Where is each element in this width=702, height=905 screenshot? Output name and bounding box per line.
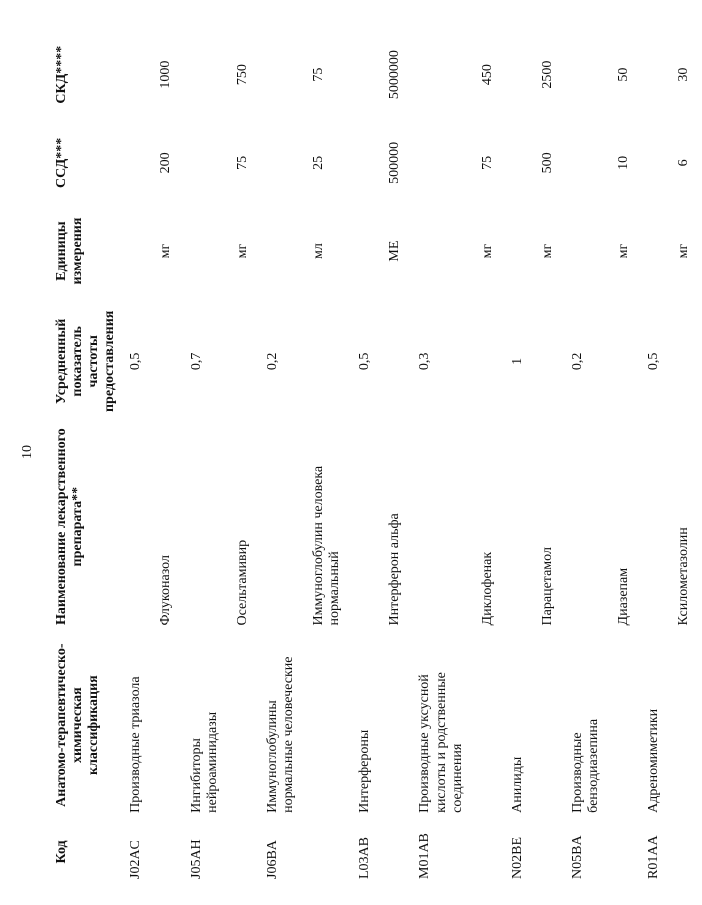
atc-class-cell — [672, 631, 702, 818]
table-row — [413, 25, 475, 885]
ssd-cell — [124, 124, 154, 201]
atc-class-cell — [612, 631, 642, 818]
code-cell: R01AA — [646, 835, 662, 879]
unit-cell — [506, 201, 536, 300]
header-frequency: Усредненный показатель частоты предоставления — [54, 310, 118, 413]
ssd-cell: 500 — [539, 152, 555, 174]
rotated-page — [50, 25, 692, 885]
unit-cell — [566, 201, 612, 300]
skd-cell: 5000000 — [387, 50, 403, 100]
skd-cell — [124, 25, 154, 124]
atc-class-cell: Интерфероны — [357, 729, 373, 813]
skd-cell — [353, 25, 383, 124]
frequency-cell: 0,3 — [417, 352, 433, 371]
code-cell: L03AB — [357, 837, 373, 879]
drug-name-cell — [124, 422, 154, 631]
drug-name-cell — [642, 422, 672, 631]
unit-cell: мг — [479, 243, 495, 259]
drug-name-cell: Флуконазол — [158, 555, 174, 626]
skd-cell: 450 — [479, 64, 495, 86]
code-cell: J02AC — [128, 840, 144, 879]
atc-class-cell — [154, 631, 184, 818]
atc-class-cell: Адреномиметики — [646, 708, 662, 813]
skd-cell: 750 — [234, 64, 250, 86]
unit-cell — [124, 201, 154, 300]
code-cell — [672, 819, 702, 885]
frequency-cell: 1 — [509, 357, 525, 365]
unit-cell — [353, 201, 383, 300]
frequency-cell: 0,2 — [569, 352, 585, 371]
drug-name-cell — [185, 422, 231, 631]
header-unit: Единицы измерения — [54, 217, 86, 285]
unit-cell — [642, 201, 672, 300]
drug-name-cell — [566, 422, 612, 631]
code-cell — [476, 819, 506, 885]
drug-name-cell: Ксилометазолин — [676, 527, 692, 626]
skd-cell — [642, 25, 672, 124]
ssd-cell: 10 — [616, 155, 632, 170]
code-cell: J06BA — [264, 840, 280, 879]
table-header-row — [50, 25, 124, 885]
table-row — [231, 25, 261, 885]
code-cell — [307, 819, 353, 885]
atc-class-cell: Производные уксусной кислоты и родственные соединения — [417, 672, 465, 813]
frequency-cell — [536, 301, 566, 422]
drug-name-cell: Интерферон альфа — [387, 513, 403, 626]
frequency-cell — [154, 301, 184, 422]
unit-cell: мг — [539, 243, 555, 259]
skd-cell — [566, 25, 612, 124]
skd-cell — [413, 25, 475, 124]
drug-name-cell — [413, 422, 475, 631]
skd-cell: 30 — [676, 67, 692, 82]
table-row — [124, 25, 154, 885]
skd-cell: 75 — [311, 67, 327, 82]
frequency-cell — [672, 301, 702, 422]
drug-table — [50, 25, 702, 885]
code-cell — [231, 819, 261, 885]
header-skd: СКД**** — [54, 45, 69, 104]
frequency-cell: 0,7 — [188, 352, 204, 371]
atc-class-cell: Иммуноглобулины нормальные человеческие — [264, 656, 296, 813]
atc-class-cell — [383, 631, 413, 818]
table-row — [307, 25, 353, 885]
skd-cell: 1000 — [158, 60, 174, 89]
frequency-cell — [383, 301, 413, 422]
unit-cell: мг — [158, 243, 174, 259]
code-cell — [612, 819, 642, 885]
drug-name-cell: Осельтамивир — [234, 539, 250, 626]
table-row — [353, 25, 383, 885]
table-row — [261, 25, 307, 885]
code-cell — [536, 819, 566, 885]
unit-cell — [185, 201, 231, 300]
table-row — [476, 25, 506, 885]
unit-cell: МЕ — [387, 240, 403, 262]
ssd-cell: 25 — [311, 155, 327, 170]
ssd-cell — [185, 124, 231, 201]
atc-class-cell — [476, 631, 506, 818]
table-row — [506, 25, 536, 885]
skd-cell: 2500 — [539, 60, 555, 89]
drug-name-cell — [506, 422, 536, 631]
header-ssd: ССД*** — [54, 137, 69, 188]
ssd-cell — [566, 124, 612, 201]
drug-name-cell: Иммуноглобулин человека нормальный — [311, 465, 343, 626]
unit-cell: мг — [616, 243, 632, 259]
ssd-cell: 500000 — [387, 141, 403, 184]
unit-cell: мг — [676, 243, 692, 259]
frequency-cell: 0,2 — [264, 352, 280, 371]
unit-cell — [261, 201, 307, 300]
ssd-cell — [506, 124, 536, 201]
frequency-cell — [612, 301, 642, 422]
table-row — [536, 25, 566, 885]
frequency-cell — [231, 301, 261, 422]
table-row — [672, 25, 702, 885]
code-cell: N02BE — [509, 837, 525, 879]
table-row — [612, 25, 642, 885]
unit-cell: мг — [234, 243, 250, 259]
drug-name-cell: Диазепам — [616, 567, 632, 626]
atc-class-cell: Анилиды — [509, 756, 525, 813]
table-row — [383, 25, 413, 885]
ssd-cell — [261, 124, 307, 201]
table-row — [185, 25, 231, 885]
code-cell: M01AB — [417, 833, 433, 879]
skd-cell — [185, 25, 231, 124]
drug-name-cell: Парацетамол — [539, 547, 555, 626]
ssd-cell: 6 — [676, 159, 692, 167]
unit-cell: мл — [311, 243, 327, 259]
table-row — [642, 25, 672, 885]
ssd-cell — [413, 124, 475, 201]
frequency-cell: 0,5 — [128, 352, 144, 371]
atc-class-cell — [231, 631, 261, 818]
atc-class-cell: Производные триазола — [128, 676, 144, 813]
ssd-cell: 75 — [479, 155, 495, 170]
drug-name-cell — [353, 422, 383, 631]
skd-cell — [506, 25, 536, 124]
header-code: Код — [54, 840, 69, 864]
header-drug: Наименование лекарственного препарата** — [54, 428, 86, 625]
atc-class-cell: Ингибиторы нейроаминидазы — [188, 711, 220, 813]
atc-class-cell — [307, 631, 353, 818]
frequency-cell: 0,5 — [357, 352, 373, 371]
table-row — [154, 25, 184, 885]
ssd-cell: 75 — [234, 155, 250, 170]
frequency-cell — [476, 301, 506, 422]
drug-name-cell — [261, 422, 307, 631]
ssd-cell — [353, 124, 383, 201]
atc-class-cell: Производные бензодиазепина — [569, 718, 602, 813]
code-cell — [383, 819, 413, 885]
header-atc: Анатомо-терапевтическо-химическая классификация — [54, 643, 102, 807]
skd-cell: 50 — [616, 67, 632, 82]
page-number: 10 — [20, 445, 35, 459]
atc-class-cell — [536, 631, 566, 818]
ssd-cell — [642, 124, 672, 201]
table-row — [566, 25, 612, 885]
table-body — [124, 25, 702, 885]
code-cell: J05AH — [188, 839, 204, 879]
unit-cell — [413, 201, 475, 300]
drug-name-cell: Диклофенак — [479, 551, 495, 626]
code-cell: N05BA — [569, 835, 585, 879]
skd-cell — [261, 25, 307, 124]
frequency-cell: 0,5 — [646, 352, 662, 371]
frequency-cell — [307, 301, 353, 422]
ssd-cell: 200 — [158, 152, 174, 174]
code-cell — [154, 819, 184, 885]
